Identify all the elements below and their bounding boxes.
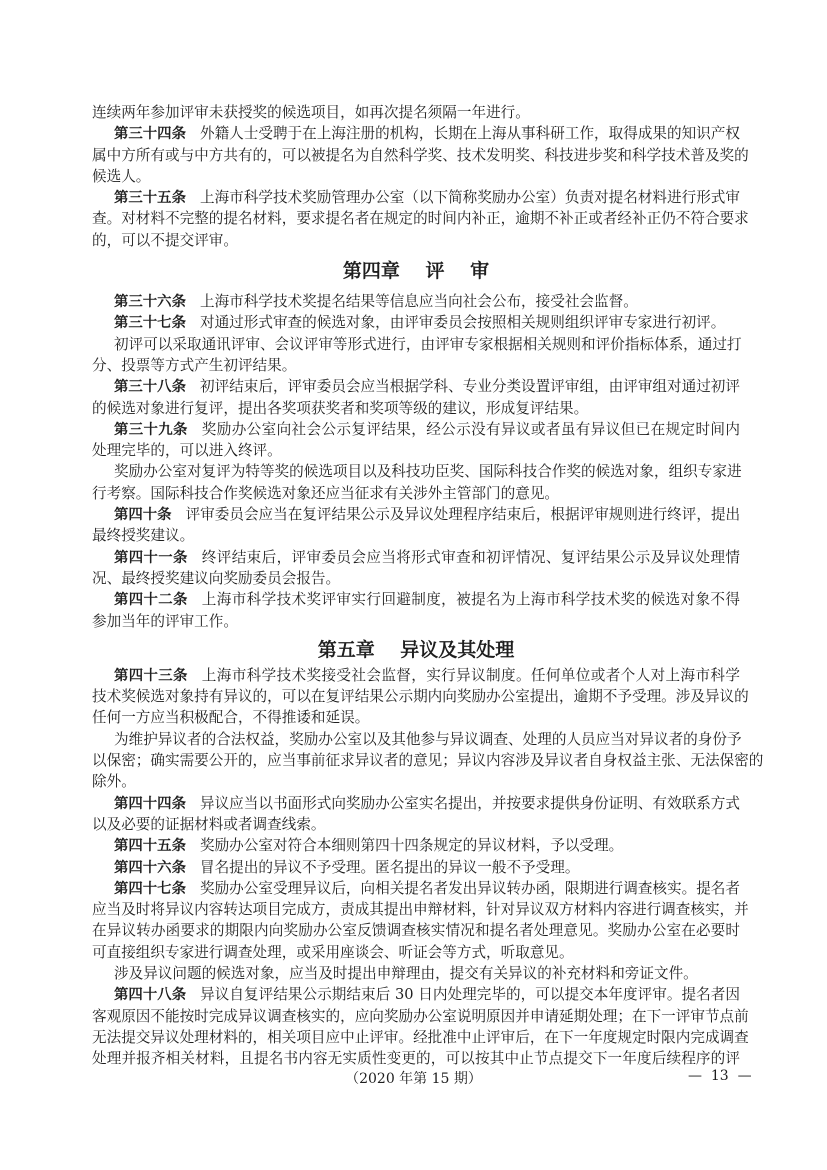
- line-text: 奖励办公室对复评为特等奖的候选项目以及科技功臣奖、国际科技合作奖的候选对象，组织专家进: [114, 463, 742, 481]
- article-number: 第三十四条: [114, 126, 186, 143]
- text-line: [92, 707, 740, 728]
- text-line: [92, 814, 740, 835]
- text-line: [92, 1048, 740, 1069]
- article-paragraph: [92, 123, 749, 187]
- paragraph: [92, 729, 764, 793]
- paragraph: [92, 334, 740, 377]
- article-number: 第三十八条: [114, 379, 186, 396]
- line-text: 外籍人士受聘于在上海注册的机构，长期在上海从事科研工作，取得成果的知识产权: [199, 125, 740, 143]
- line-text: 客观原因不能按时完成异议调查核实的，应向奖励办公室说明原因并申请延期处理；在下一评审节点前: [92, 1007, 749, 1025]
- article-number: 第四十四条: [114, 795, 186, 812]
- chapter-heading: 第四章 评 审: [342, 260, 490, 283]
- page-number: — 13 —: [688, 1068, 752, 1084]
- line-text: 初评可以采取通讯评审、会议评审等形式进行，由评审专家根据相关规则和评价指标体系，通过打: [114, 335, 742, 353]
- article-paragraph: [92, 291, 740, 312]
- line-text: 为维护异议者的合法权益，奖励办公室以及其他参与异议调查、处理的人员应当对异议者的身份予: [114, 730, 742, 748]
- text-line: [92, 187, 740, 208]
- text-line: [92, 312, 740, 333]
- article-paragraph: [92, 665, 749, 729]
- line-text: 参加当年的评审工作。: [92, 612, 238, 630]
- line-text: 可直接组织专家进行调查处理，或采用座谈会、听证会等方式，听取意见。: [92, 943, 574, 961]
- line-text: 任何一方应当积极配合，不得推诿和延误。: [92, 709, 370, 727]
- text-line: [92, 857, 740, 878]
- text-line: [92, 230, 740, 251]
- line-text: 候选人。: [92, 167, 151, 185]
- text-line: [92, 984, 740, 1005]
- article-paragraph: [92, 376, 740, 419]
- text-line: [92, 398, 740, 419]
- article-paragraph: [92, 547, 740, 590]
- article-number: 第四十二条: [114, 592, 188, 609]
- text-line: [92, 166, 740, 187]
- text-line: [92, 750, 764, 771]
- line-text: 除外。: [92, 773, 136, 791]
- text-line: [92, 835, 740, 856]
- line-text: 在异议转办函要求的期限内向奖励办公室反馈调查核实情况和提名者处理意见。奖励办公室在必要时: [92, 922, 740, 940]
- text-line: [92, 334, 740, 355]
- text-line: [92, 1027, 749, 1048]
- line-text: 冒名提出的异议不予受理。匿名提出的异议一般不予受理。: [199, 858, 580, 876]
- text-line: [92, 963, 740, 984]
- article-number: 第四十八条: [114, 987, 187, 1004]
- paragraph: [92, 461, 740, 504]
- line-text: 奖励办公室对符合本细则第四十四条规定的异议材料，予以受理。: [199, 837, 624, 855]
- text-line: [92, 504, 740, 525]
- article-number: 第三十六条: [114, 294, 186, 311]
- line-text: 评审委员会应当在复评结果公示及异议处理程序结束后，根据评审规则进行终评，提出: [185, 506, 741, 524]
- article-paragraph: [92, 793, 740, 836]
- text-line: [92, 376, 740, 397]
- text-line: [92, 793, 740, 814]
- text-line: [92, 483, 740, 504]
- line-text: 终评结束后，评审委员会应当将形式审查和初评情况、复评结果公示及异议处理情: [201, 548, 740, 566]
- article-number: 第三十七条: [114, 315, 186, 332]
- article-paragraph: [92, 419, 740, 462]
- text-line: [92, 686, 749, 707]
- article-number: 第四十一条: [114, 549, 188, 566]
- text-line: [92, 920, 740, 941]
- line-text: 无法提交异议处理材料的，相关项目应中止评审。经批准中止评审后，在下一年度规定时限内完成调查: [92, 1028, 749, 1046]
- text-line: [92, 729, 740, 750]
- line-text: 况、最终授奖建议向奖励委员会报告。: [92, 569, 341, 587]
- article-paragraph: [92, 878, 749, 963]
- line-text: 异议应当以书面形式向奖励办公室实名提出，并按要求提供身份证明、有效联系方式: [199, 794, 740, 812]
- line-text: 奖励办公室受理异议后，向相关提名者发出异议转办函，限期进行调查核实。提名者: [199, 879, 740, 897]
- line-text: 行考察。国际科技合作奖候选对象还应当征求有关涉外主管部门的意见。: [92, 484, 560, 502]
- line-text: 分、投票等方式产生初评结果。: [92, 356, 297, 374]
- text-line: [92, 440, 740, 461]
- text-line: [92, 102, 740, 123]
- article-paragraph: [92, 312, 740, 333]
- text-line: [92, 878, 740, 899]
- text-line: [92, 355, 740, 376]
- text-line: [92, 419, 740, 440]
- line-text: 技术奖候选对象持有异议的，可以在复评结果公示期内向奖励办公室提出，逾期不予受理。涉及异议的: [92, 688, 749, 706]
- line-text: 初评结束后，评审委员会应当根据学科、专业分类设置评审组，由评审组对通过初评: [199, 378, 740, 396]
- article-paragraph: [92, 835, 740, 856]
- line-text: 上海市科学技术奖励管理办公室（以下简称奖励办公室）负责对提名材料进行形式审: [199, 189, 740, 207]
- article-number: 第四十三条: [114, 667, 188, 684]
- article-paragraph: [92, 187, 749, 251]
- text-line: [92, 568, 740, 589]
- article-paragraph: [92, 589, 740, 632]
- article-number: 第四十五条: [114, 838, 186, 855]
- line-text: 属中方所有或与中方共有的，可以被提名为自然科学奖、技术发明奖、科技进步奖和科学技术普及奖的: [92, 146, 749, 164]
- article-number: 第四十条: [114, 507, 172, 524]
- text-line: [92, 589, 740, 610]
- article-number: 第三十五条: [114, 190, 186, 207]
- line-text: 以及必要的证据材料或者调查线索。: [92, 815, 326, 833]
- article-paragraph: [92, 504, 740, 547]
- text-line: [92, 771, 740, 792]
- chapter-heading: 第五章 异议及其处理: [317, 638, 515, 661]
- text-line: [92, 208, 749, 229]
- text-line: [92, 547, 740, 568]
- line-text: 最终授奖建议。: [92, 527, 195, 545]
- line-text: 查。对材料不完整的提名材料，要求提名者在规定的时间内补正，逾期不补正或者经补正仍不符合要求: [92, 210, 749, 228]
- article-paragraph: [92, 984, 749, 1069]
- line-text: 连续两年参加评审未获授奖的候选项目，如再次提名须隔一年进行。: [92, 104, 530, 121]
- text-line: [92, 899, 749, 920]
- line-text: 应当及时将异议内容转达项目完成方，责成其提出申辩材料，针对异议双方材料内容进行调查核实，并: [92, 901, 749, 919]
- line-text: 对通过形式审查的候选对象，由评审委员会按照相关规则组织评审专家进行初评。: [199, 314, 726, 332]
- line-text: 上海市科学技术奖提名结果等信息应当向社会公布，接受社会监督。: [199, 293, 638, 311]
- line-text: 处理完毕的，可以进入终评。: [92, 442, 282, 460]
- document-body: [92, 102, 764, 1069]
- footer-issue-label: （2020 年第 15 期）: [345, 1071, 482, 1087]
- line-text: 处理并报齐相关材料，且提名书内容无实质性变更的，可以按其中止节点提交下一年度后续程序的评: [92, 1050, 740, 1068]
- article-number: 第四十七条: [114, 880, 186, 897]
- line-text: 以保密；确实需要公开的，应当事前征求异议者的意见；异议内容涉及异议者自身权益主张、无法保密的: [92, 752, 764, 770]
- text-line: [92, 665, 740, 686]
- text-line: [92, 942, 740, 963]
- line-text: 涉及异议问题的候选对象，应当及时提出申辩理由，提交有关异议的补充材料和旁证文件。: [114, 964, 698, 982]
- article-paragraph: [92, 857, 740, 878]
- line-text: 的，可以不提交评审。: [92, 231, 238, 249]
- paragraph: [92, 102, 740, 123]
- text-line: [92, 461, 740, 482]
- text-line: [92, 291, 740, 312]
- line-text: 上海市科学技术奖评审实行回避制度，被提名为上海市科学技术奖的候选对象不得: [201, 591, 740, 609]
- paragraph: [92, 963, 740, 984]
- text-line: [92, 1006, 749, 1027]
- article-number: 第四十六条: [114, 859, 186, 876]
- line-text: 上海市科学技术奖接受社会监督，实行异议制度。任何单位或者个人对上海市科学: [201, 666, 740, 684]
- line-text: 的候选对象进行复评，提出各奖项获奖者和奖项等级的建议，形成复评结果。: [92, 399, 589, 417]
- text-line: [92, 611, 740, 632]
- text-line: [92, 145, 749, 166]
- article-number: 第三十九条: [114, 421, 188, 438]
- text-line: [92, 123, 740, 144]
- line-text: 奖励办公室向社会公示复评结果，经公示没有异议或者虽有异议但已在规定时间内: [201, 420, 740, 438]
- text-line: [92, 525, 740, 546]
- line-text: 异议自复评结果公示期结束后 30 日内处理完毕的，可以提交本年度评审。提名者因: [200, 986, 740, 1004]
